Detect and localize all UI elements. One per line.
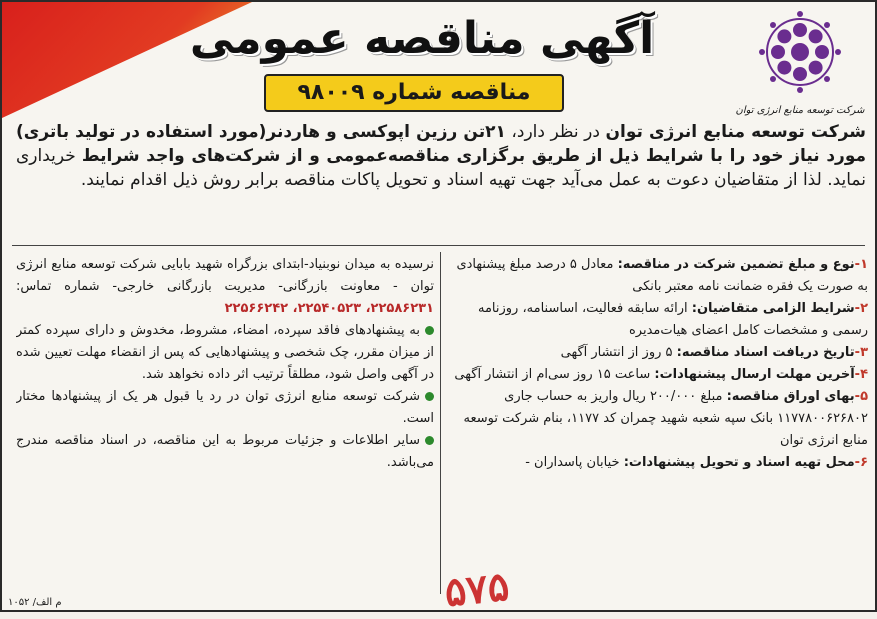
condition-item: ۵-بهای اوراق مناقصه: مبلغ ۲۰۰/۰۰۰ ریال واریز به حساب جاری ۱۱۷۷۸۰۰۶۲۶۸۰۲ بانک سپه شعبه شهید چمران کد ۱۱۷۷، بنام شرکت توسعه منابع انرژی توان bbox=[463, 389, 868, 448]
condition-item: ۲-شرایط الزامی متقاضیان: ارائه سابقه فعالیت، اساسنامه، روزنامه رسمی و مشخصات کامل اعضای هیات‌مدیره bbox=[477, 301, 868, 338]
condition-item: ۳-تاریخ دریافت اسناد مناقصه: ۵ روز از انتشار آگهی bbox=[560, 345, 868, 360]
intro-text-2: خریداری نماید. لذا از متقاضیان دعوت به عمل می‌آید جهت تهیه اسناد و تحویل پاکات مناقصه برابر روش ذیل اقدام نمایند. bbox=[16, 146, 866, 190]
green-bullet-icon bbox=[425, 326, 434, 335]
horizontal-divider bbox=[12, 245, 865, 246]
address-text: نرسیده به میدان نوبنیاد-ابتدای بزرگراه شهید بابایی شرکت توسعه منابع انرژی توان - معاونت بازرگانی- مدیریت بازرگانی خارجی- شماره تماس: ۲۲۵۸۶۲۳۱، ۲۲۵۴۰۵۲۳، ۲۲۵۶۶۲۴۲ bbox=[16, 257, 434, 316]
phone-numbers: ۲۲۵۸۶۲۳۱، ۲۲۵۴۰۵۲۳، ۲۲۵۶۶۲۴۲ bbox=[224, 301, 434, 316]
note-item: سایر اطلاعات و جزئیات مربوط به این مناقصه، در اسناد مناقصه مندرج می‌باشد. bbox=[16, 433, 434, 470]
intro-item: ۲۱تن رزین اپوکسی و هاردنر(مورد استفاده در تولید باتری) مورد نیاز خود را با شرایط ذیل از طریق برگزاری مناقصه‌عمومی و از شرکت‌های واجد شرایط bbox=[16, 122, 866, 166]
company-logo bbox=[735, 8, 865, 116]
note-item: به پیشنهادهای فاقد سپرده، امضاء، مشروط، مخدوش و دارای سپرده کمتر از میزان مقرر، چک شخصی و پیشنهادهایی که پس از انقضاء مهلت تعیین شده در آگهی واصل شود، مطلقاً ترتیب اثر داده نخواهد شد. bbox=[16, 323, 434, 382]
notice-title: آگهی مناقصه عمومی bbox=[189, 13, 655, 64]
tender-number-banner: مناقصه شماره ۹۸۰۰۹ bbox=[264, 74, 564, 112]
green-bullet-icon bbox=[425, 436, 434, 445]
green-bullet-icon bbox=[425, 392, 434, 401]
footer-code: م الف/ ۱۰۵۲ bbox=[8, 597, 62, 608]
logo-caption: شرکت توسعه منابع انرژی توان bbox=[735, 105, 865, 116]
handwritten-number-stamp: ۵۷۵ bbox=[442, 562, 512, 617]
conditions-column bbox=[448, 254, 868, 599]
intro-company: شرکت توسعه منابع انرژی توان bbox=[605, 122, 866, 142]
condition-item: ۴-آخرین مهلت ارسال پیشنهادات: ساعت ۱۵ روز سی‌ام از انتشار آگهی bbox=[454, 367, 868, 382]
column-divider bbox=[440, 252, 441, 594]
intro-paragraph bbox=[16, 120, 866, 240]
condition-item: ۶-محل تهیه اسناد و تحویل پیشنهادات: خیابان پاسداران - bbox=[525, 455, 868, 470]
intro-text-1: در نظر دارد، bbox=[505, 122, 606, 142]
condition-item: ۱-نوع و مبلغ تضمین شرکت در مناقصه: معادل ۵ درصد مبلغ پیشنهادی به صورت یک فقره ضمانت نامه معتبر بانکی bbox=[456, 257, 868, 294]
notes-column bbox=[16, 254, 434, 599]
note-item: شرکت توسعه منابع انرژی توان در رد یا قبول هر یک از پیشنهادها مختار است. bbox=[16, 389, 434, 426]
flower-logo-icon bbox=[735, 8, 865, 98]
